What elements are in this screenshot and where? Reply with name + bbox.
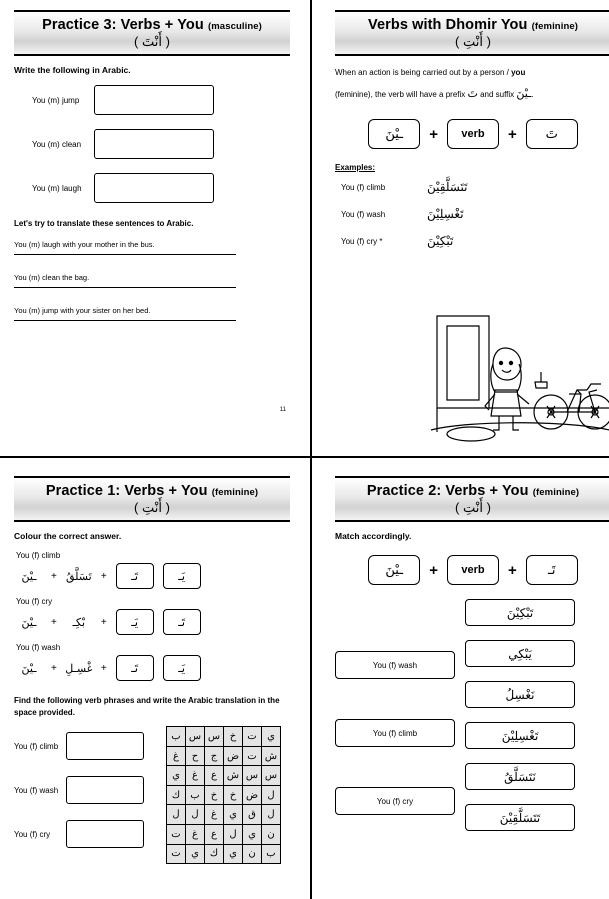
grid-cell[interactable]: ح xyxy=(186,746,205,766)
grid-cell[interactable]: ض xyxy=(224,746,243,766)
intro-prefix-arabic: تَ xyxy=(467,88,478,101)
wordsearch-grid-row xyxy=(167,805,281,825)
grid-cell[interactable]: غ xyxy=(205,805,224,825)
translate-sentence: You (m) clean the bag. xyxy=(14,273,90,282)
example-arabic: تَتَسَلَّقِيْنَ xyxy=(427,180,468,195)
grid-cell[interactable]: ل xyxy=(186,805,205,825)
option-choice[interactable]: يَـ xyxy=(163,563,201,589)
colour-item-prompt: You (f) climb xyxy=(16,551,61,560)
grid-cell[interactable]: خ xyxy=(224,785,243,805)
matching-right-column xyxy=(465,599,575,855)
practice-3-banner xyxy=(14,10,290,56)
grid-cell[interactable]: ي xyxy=(224,844,243,864)
wordsearch-answer-row xyxy=(14,732,154,760)
option-choice[interactable]: تَـ xyxy=(116,655,154,681)
wordsearch-grid-row xyxy=(167,844,281,864)
grid-cell[interactable]: ع xyxy=(205,825,224,845)
match-right-item[interactable]: تَبْكِيْنَ xyxy=(465,599,575,626)
example-arabic: تَبْكِيْنَ xyxy=(427,234,454,249)
plus-icon: + xyxy=(429,561,438,579)
wordsearch-grid-row xyxy=(167,727,281,747)
wordsearch-input-wash[interactable] xyxy=(66,776,144,804)
wordsearch-grid[interactable] xyxy=(166,726,281,864)
colour-item-prompt: You (f) wash xyxy=(16,643,61,652)
colour-item-prompt: You (f) cry xyxy=(16,597,53,606)
plus-icon: + xyxy=(100,662,107,674)
intro-text-you: you xyxy=(511,68,526,77)
grid-cell[interactable]: ي xyxy=(186,844,205,864)
practice-2-title-sub: (feminine) xyxy=(532,487,580,498)
formula-verb-box: verb xyxy=(447,555,499,585)
wordsearch-grid-row xyxy=(167,766,281,786)
colour-item-row xyxy=(14,655,290,681)
grid-cell[interactable]: ن xyxy=(243,844,262,864)
answer-input-laugh[interactable] xyxy=(94,173,214,203)
grid-cell[interactable]: ي xyxy=(167,766,186,786)
practice-1-title xyxy=(18,483,286,499)
grid-cell[interactable]: س xyxy=(205,727,224,747)
answer-input-jump[interactable] xyxy=(94,85,214,115)
example-arabic: تَغْسِلِيْنَ xyxy=(427,207,464,222)
grid-cell[interactable]: ي xyxy=(224,805,243,825)
practice-1-instruction: Colour the correct answer. xyxy=(14,531,122,541)
practice-3-title-sub: (masculine) xyxy=(208,21,262,32)
write-row-label: You (m) jump xyxy=(32,95,80,105)
page-number: 11 xyxy=(279,407,286,413)
wordsearch-label: You (f) cry xyxy=(14,829,51,839)
answer-line[interactable] xyxy=(14,287,236,288)
formula-prefix-box: تَـ xyxy=(526,555,578,585)
practice-3-title xyxy=(18,17,286,33)
match-right-item[interactable]: نَتَسَلَّقُ xyxy=(465,763,575,790)
dhomir-formula xyxy=(335,119,609,149)
write-row-label: You (m) laugh xyxy=(32,183,82,193)
item-stem: غْسِـلِ xyxy=(65,662,93,675)
dhomir-intro-line1 xyxy=(335,65,609,80)
item-suffix: ـيْنَ xyxy=(21,616,37,629)
grid-cell[interactable]: ك xyxy=(205,844,224,864)
wordsearch-answers xyxy=(14,726,154,864)
match-left-item[interactable]: You (f) cry xyxy=(335,787,455,815)
grid-cell[interactable]: ن xyxy=(262,825,281,845)
grid-cell[interactable]: غ xyxy=(186,825,205,845)
match-right-item[interactable]: تَتَسَلَّقِيْنَ xyxy=(465,804,575,831)
item-stem: تَسَلَّقُ xyxy=(65,570,92,583)
dhomir-title-text: Verbs with Dhomir You xyxy=(367,17,528,33)
example-row xyxy=(335,234,609,248)
option-choice[interactable]: يَـ xyxy=(163,655,201,681)
answer-input-clean[interactable] xyxy=(94,129,214,159)
plus-icon: + xyxy=(429,125,438,143)
panel-verbs-dhomir-you xyxy=(321,0,609,449)
grid-cell[interactable]: ع xyxy=(205,766,224,786)
item-stem: بْكِـ xyxy=(72,616,86,629)
wordsearch-label: You (f) wash xyxy=(14,785,59,795)
grid-cell[interactable]: ش xyxy=(224,766,243,786)
grid-cell[interactable]: ت xyxy=(243,727,262,747)
formula-verb-box: verb xyxy=(447,119,499,149)
dhomir-title-sub: (feminine) xyxy=(531,21,578,32)
answer-line[interactable] xyxy=(14,254,236,255)
practice-1-title-sub: (feminine) xyxy=(211,487,259,498)
grid-cell[interactable]: ل xyxy=(262,785,281,805)
example-english: You (f) climb xyxy=(341,182,386,192)
wordsearch-input-climb[interactable] xyxy=(66,732,144,760)
grid-cell[interactable]: ض xyxy=(243,785,262,805)
write-row xyxy=(14,173,290,203)
grid-cell[interactable]: ق xyxy=(243,805,262,825)
grid-cell[interactable]: ك xyxy=(167,785,186,805)
practice-1-banner xyxy=(14,476,290,522)
practice-3-title-arabic: ( أَنْتَ ) xyxy=(134,34,170,49)
write-row-label: You (m) clean xyxy=(32,139,82,149)
dhomir-banner xyxy=(335,10,609,56)
answer-line[interactable] xyxy=(14,320,236,321)
option-choice[interactable]: تَـ xyxy=(116,563,154,589)
examples-label: Examples: xyxy=(335,163,376,173)
example-row xyxy=(335,180,609,194)
grid-cell[interactable]: ت xyxy=(167,825,186,845)
practice-2-banner xyxy=(335,476,609,522)
grid-cell[interactable]: ج xyxy=(205,746,224,766)
plus-icon: + xyxy=(51,570,57,582)
option-choice[interactable]: يَـ xyxy=(116,609,154,635)
colour-item-row xyxy=(14,609,290,635)
matching-left-column xyxy=(335,599,455,855)
grid-cell[interactable]: ش xyxy=(262,746,281,766)
grid-cell[interactable]: ل xyxy=(224,825,243,845)
example-row xyxy=(335,207,609,221)
match-right-item[interactable]: تَغْسِلِيْنَ xyxy=(465,722,575,749)
grid-cell[interactable]: س xyxy=(243,766,262,786)
matching-exercise xyxy=(335,599,609,855)
intro-text-c: and suffix xyxy=(477,90,517,100)
match-right-item[interactable]: نَغْسِلُ xyxy=(465,681,575,708)
plus-icon: + xyxy=(100,570,107,582)
panel-practice-1 xyxy=(0,466,304,899)
wordsearch-answer-row xyxy=(14,776,154,804)
match-left-item[interactable]: You (f) climb xyxy=(335,719,455,747)
grid-cell[interactable]: ب xyxy=(186,785,205,805)
grid-cell[interactable]: خ xyxy=(224,727,243,747)
girl-with-bicycle-illustration xyxy=(429,312,609,447)
grid-cell[interactable]: س xyxy=(262,766,281,786)
panel-practice-2 xyxy=(321,466,609,899)
wordsearch-grid-row xyxy=(167,825,281,845)
example-english: You (f) cry * xyxy=(341,236,383,246)
example-english: You (f) wash xyxy=(341,209,386,219)
practice-2-instruction: Match accordingly. xyxy=(335,531,412,541)
item-suffix: ـيْنَ xyxy=(21,662,37,675)
grid-cell[interactable]: غ xyxy=(186,766,205,786)
practice-3-instruction: Write the following in Arabic. xyxy=(14,65,131,75)
intro-text-d: . xyxy=(531,90,534,100)
translate-sentence: You (m) laugh with your mother in the bus. xyxy=(14,240,155,249)
grid-cell[interactable]: خ xyxy=(205,785,224,805)
plus-icon: + xyxy=(51,662,57,674)
grid-cell[interactable]: ب xyxy=(262,844,281,864)
colour-item-row xyxy=(14,563,290,589)
practice-2-title-arabic: ( أَنْتِ ) xyxy=(455,500,491,515)
dhomir-title xyxy=(339,17,607,33)
practice-2-title-text: Practice 2: Verbs + You xyxy=(366,483,529,499)
wordsearch-grid-row xyxy=(167,746,281,766)
practice-1-title-text: Practice 1: Verbs + You xyxy=(45,483,208,499)
grid-cell[interactable]: ب xyxy=(167,727,186,747)
plus-icon: + xyxy=(508,125,517,143)
grid-cell[interactable]: ل xyxy=(262,805,281,825)
match-left-item[interactable]: You (f) wash xyxy=(335,651,455,679)
plus-icon: + xyxy=(508,561,517,579)
grid-cell[interactable]: غ xyxy=(167,746,186,766)
item-suffix: ـيْنَ xyxy=(21,570,37,583)
wordsearch-input-cry[interactable] xyxy=(66,820,144,848)
practice-1-title-arabic: ( أَنْتِ ) xyxy=(134,500,170,515)
grid-cell[interactable]: س xyxy=(186,727,205,747)
intro-text-a: When an action is being carried out by a person / xyxy=(335,68,512,77)
write-row xyxy=(14,85,290,115)
wordsearch-instruction: Find the following verb phrases and write the Arabic translation in the space provided. xyxy=(14,696,280,717)
intro-text-b: (feminine), the verb will have a prefix xyxy=(335,90,468,100)
practice-3-sub-instruction: Let's try to translate these sentences to Arabic. xyxy=(14,219,194,228)
translate-sentence: You (m) jump with your sister on her bed. xyxy=(14,306,151,315)
plus-icon: + xyxy=(51,616,57,628)
formula-suffix-box: ـيْنَ xyxy=(368,119,420,149)
practice-2-title xyxy=(339,483,607,499)
grid-cell[interactable]: ي xyxy=(243,825,262,845)
dhomir-intro-line2 xyxy=(335,84,609,105)
wordsearch-answer-row xyxy=(14,820,154,848)
panel-practice-3 xyxy=(0,0,304,449)
practice-2-formula xyxy=(335,555,609,585)
grid-cell[interactable]: ت xyxy=(167,844,186,864)
formula-prefix-box: تَ xyxy=(526,119,578,149)
grid-cell[interactable]: ل xyxy=(167,805,186,825)
grid-cell[interactable]: ي xyxy=(262,727,281,747)
practice-3-title-text: Practice 3: Verbs + You xyxy=(42,17,204,33)
vertical-divider xyxy=(310,0,312,899)
option-choice[interactable]: تَـ xyxy=(163,609,201,635)
plus-icon: + xyxy=(100,616,107,628)
intro-suffix-arabic: ـيْنَ xyxy=(516,88,532,101)
formula-suffix-box: ـيْنَ xyxy=(368,555,420,585)
grid-cell[interactable]: ت xyxy=(243,746,262,766)
match-right-item[interactable]: يَبْكِي xyxy=(465,640,575,667)
write-row xyxy=(14,129,290,159)
dhomir-title-arabic: ( أَنْتِ ) xyxy=(455,34,491,49)
wordsearch-section xyxy=(14,726,290,864)
horizontal-divider xyxy=(0,456,609,458)
wordsearch-label: You (f) climb xyxy=(14,741,59,751)
wordsearch-grid-row xyxy=(167,785,281,805)
